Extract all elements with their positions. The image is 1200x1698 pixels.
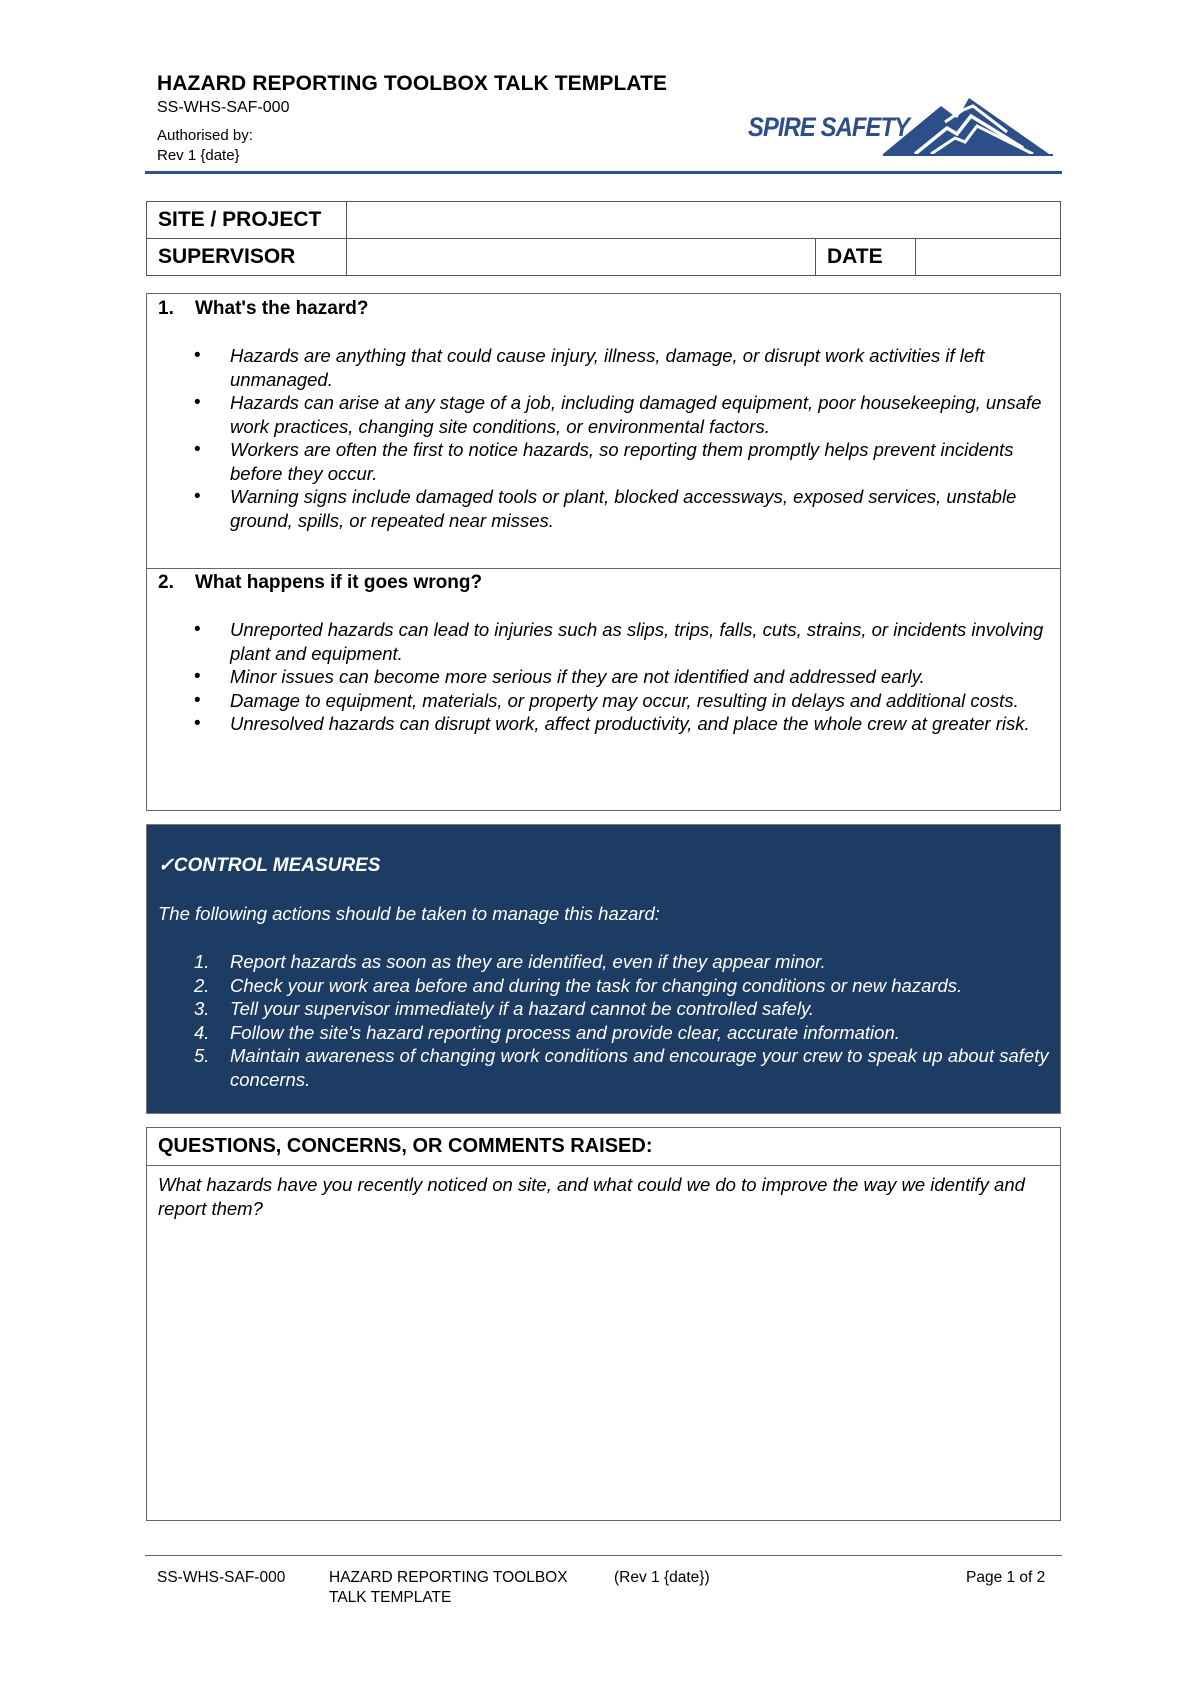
list-item: • Damage to equipment, materials, or property may occur, resulting in delays and additional costs. [230,689,1050,713]
list-item [194,1021,1050,1045]
list-item: • Hazards are anything that could cause injury, illness, damage, or disrupt work activities if left unmanaged. [230,344,1050,391]
date-label: DATE [816,239,916,276]
document-code: SS-WHS-SAF-000 [157,99,290,116]
item-number: 2. [194,974,210,996]
section-title: What happens if it goes wrong? [195,572,483,593]
authorised-by-label: Authorised by: [157,127,253,144]
list-item: • Workers are often the first to notice hazards, so reporting them promptly helps prevent incidents before they occur. [230,438,1050,485]
mountain-icon [883,88,1053,158]
list-item [194,1044,1050,1091]
questions-heading: QUESTIONS, CONCERNS, OR COMMENTS RAISED: [158,1135,653,1157]
list-item: • Unresolved hazards can disrupt work, affect productivity, and place the whole crew at greater risk. [230,712,1050,736]
item-number: 1. [194,951,210,972]
item-number: 5. [194,1045,210,1066]
item-number: 3. [194,998,210,1019]
supervisor-field[interactable] [347,239,816,276]
hazard-bullet-list [230,344,1050,532]
list-item: • Unreported hazards can lead to injuries such as slips, trips, falls, cuts, strains, or incidents involving plant and equipment. [230,618,1050,665]
header-divider [145,171,1062,174]
questions-heading-row [147,1128,1060,1166]
control-measures-list [194,950,1050,1091]
list-item: • Warning signs include damaged tools or plant, blocked accessways, exposed services, unstable ground, spills, or repeated near misses. [230,485,1050,532]
site-info-table [146,201,1061,276]
hazard-section [146,293,1061,569]
item-text: Maintain awareness of changing work conditions and encourage your crew to speak up about safety concerns. [230,1045,1049,1090]
page-number: Page 1 of 2 [966,1569,1046,1586]
questions-section [146,1127,1061,1521]
control-measures-panel [146,824,1061,1114]
spire-safety-logo [748,88,1050,160]
control-measures-heading: ✓CONTROL MEASURES [158,855,381,876]
document-title: HAZARD REPORTING TOOLBOX TALK TEMPLATE [157,72,668,95]
section-number: 2. [158,572,174,593]
date-field[interactable] [916,239,1061,276]
list-item: • Minor issues can become more serious if they are not identified and addressed early. [230,665,1050,689]
supervisor-label: SUPERVISOR [147,239,347,276]
control-measures-intro: The following actions should be taken to manage this hazard: [158,903,660,924]
section-number: 1. [158,298,174,319]
item-text: Check your work area before and during the task for changing conditions or new hazards. [230,974,963,996]
footer-revision: (Rev 1 {date}) [614,1569,710,1586]
list-item [194,997,1050,1021]
logo-wordmark: SPIRE SAFETY [748,112,910,142]
item-text: Follow the site's hazard reporting process and provide clear, accurate information. [230,1021,900,1043]
consequence-bullet-list [230,618,1050,736]
site-project-label: SITE / PROJECT [147,202,347,239]
site-project-field[interactable] [347,202,1061,239]
revision-label: Rev 1 {date} [157,147,240,164]
list-item: • Hazards can arise at any stage of a job, including damaged equipment, poor housekeeping, unsafe work practices, changing site conditions, or environmental factors. [230,391,1050,438]
list-item [194,974,1050,998]
footer-divider [145,1555,1062,1556]
hazard-section-heading [158,298,368,320]
questions-prompt: What hazards have you recently noticed on site, and what could we do to improve the way we identify and report them? [158,1174,1025,1219]
footer-title: HAZARD REPORTING TOOLBOX TALK TEMPLATE [329,1569,568,1606]
item-text: Tell your supervisor immediately if a hazard cannot be controlled safely. [230,998,815,1019]
section-title: What's the hazard? [195,298,369,319]
item-text: Report hazards as soon as they are identified, even if they appear minor. [230,951,826,972]
consequence-section [146,568,1061,811]
item-number: 4. [194,1021,210,1043]
list-item [194,950,1050,974]
footer-code: SS-WHS-SAF-000 [157,1569,286,1586]
consequence-section-heading [158,572,482,594]
